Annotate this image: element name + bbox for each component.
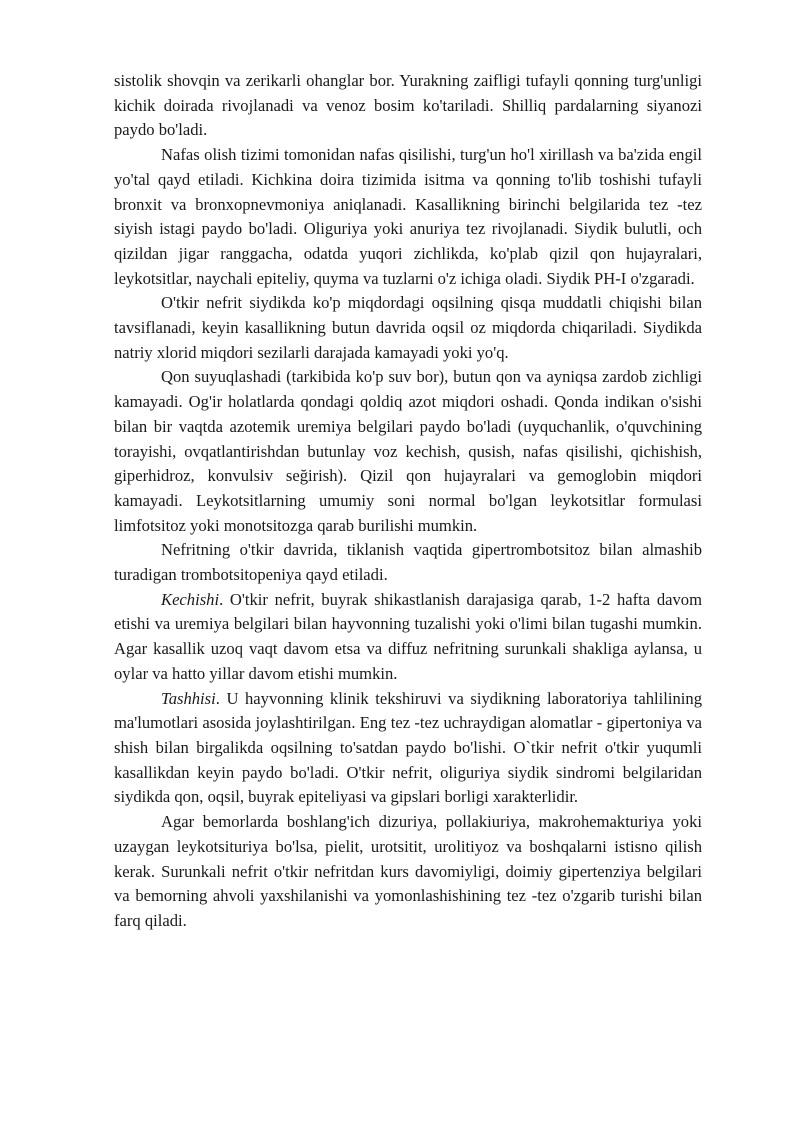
document-page bbox=[114, 69, 702, 934]
paragraph-thrombocytes: Nefritning o'tkir davrida, tiklanish vaqtida gipertrombotsitoz bilan almashib turadigan trombotsitopeniya qayd etiladi. bbox=[114, 540, 702, 585]
paragraph-course bbox=[114, 588, 702, 687]
paragraph-blood-changes: Qon suyuqlashadi (tarkibida ko'p suv bor), butun qon va ayniqsa zardob zichligi kamayadi. Og'ir holatlarda qondagi qoldiq azot miqdori oshadi. Qonda indikan o'sishi bilan bir vaqtda azotemik uremiya belgilari paydo bo'ladi (uyquchanlik, o'quvchining torayishi, ovqatlantirishdan butunlay voz kechish, qusish, nafas qisilishi, qichishish, giperhidroz, konvulsiv seğirish). Qizil qon hujayralari va gemoglobin miqdori kamayadi. Leykotsitlarning umumiy soni normal bo'lgan leykotsitlar formulasi limfotsitoz yoki monotsitozga qarab burilishi mumkin. bbox=[114, 367, 702, 535]
paragraph-respiratory-urinary: Nafas olish tizimi tomonidan nafas qisilishi, turg'un ho'l xirillash va ba'zida engil yo'tal qayd etiladi. Kichkina doira tizimida isitma va qonning to'lib toshishi tufayli bronxit va bronxopnevmoniya aniqlanadi. Kasallikning birinchi belgilarida tez -tez siyish istagi paydo bo'ladi. Oliguriya yoki anuriya tez rivojlanadi. Siydik bulutli, och qizildan jigar ranggacha, odatda yuqori zichlikda, ko'plab qizil qon hujayralari, leykotsitlar, naychali epiteliy, quyma va tuzlarni o'z ichiga oladi. Siydik PH-I o'zgaradi. bbox=[114, 145, 702, 288]
paragraph-diagnosis bbox=[114, 687, 702, 811]
course-text: . O'tkir nefrit, buyrak shikastlanish darajasiga qarab, 1-2 hafta davom etishi va uremiya belgilari bilan hayvonning tuzalishi yoki o'limi bilan tugashi mumkin. Agar kasallik uzoq vaqt davom etsa va diffuz nefritning surunkali shakliga aylansa, u oylar va hatto yillar davom etishi mumkin. bbox=[114, 589, 702, 683]
paragraph-protein-urine: O'tkir nefrit siydikda ko'p miqdordagi oqsilning qisqa muddatli chiqishi bilan tavsiflanadi, keyin kasallikning butun davrida oqsil oz miqdorda chiqariladi. Siydikda natriy xlorid miqdori sezilarli darajada kamayadi yoki yo'q. bbox=[114, 293, 702, 362]
course-heading: Kechishi bbox=[161, 589, 220, 609]
diagnosis-heading: Tashhisi bbox=[161, 688, 216, 708]
paragraph-continued-symptoms: sistolik shovqin va zerikarli ohanglar bor. Yurakning zaifligi tufayli qonning turg'unligi kichik doirada rivojlanadi va venoz bosim ko'tariladi. Shilliq pardalarning siyanozi paydo bo'ladi. bbox=[114, 71, 702, 140]
diagnosis-text: . U hayvonning klinik tekshiruvi va siydikning laboratoriya tahlilining ma'lumotlari asosida joylashtirilgan. Eng tez -tez uchraydigan alomatlar - gipertoniya va shish bilan birgalikda oqsilning to'satdan paydo bo'lishi. O`tkir nefrit o'tkir yuqumli kasallikdan keyin paydo bo'ladi. O'tkir nefrit, oliguriya siydik sindromi belgilaridan siydikda qon, oqsil, buyrak epiteliyasi va gipslari borligi xarakterlidir. bbox=[114, 688, 702, 807]
paragraph-differential: Agar bemorlarda boshlang'ich dizuriya, pollakiuriya, makrohemakturiya yoki uzaygan leykotsituriya bo'lsa, pielit, urotsitit, urolitiyoz va boshqalarni istisno qilish kerak. Surunkali nefrit o'tkir nefritdan kurs davomiyligi, doimiy gipertenziya belgilari va bemorning ahvoli yaxshilanishi va yomonlashishining tez -tez o'zgarib turishi bilan farq qiladi. bbox=[114, 812, 702, 930]
